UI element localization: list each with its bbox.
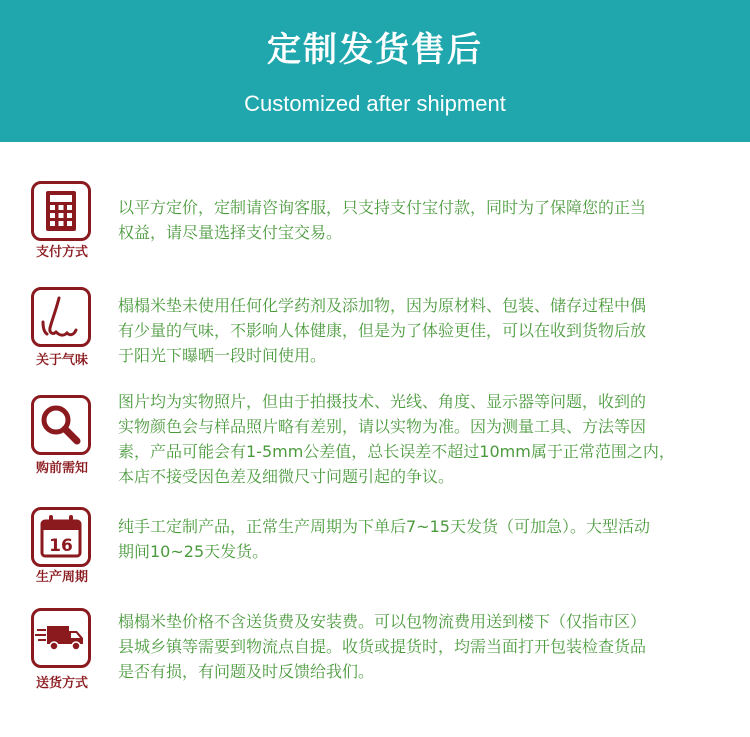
delivery-truck-icon bbox=[31, 608, 91, 668]
item-description: 纯手工定制产品，正常生产周期为下单后7~15天发货（可加急）。大型活动 期间10~25天发货。 bbox=[118, 517, 650, 561]
magnifier-icon bbox=[31, 395, 91, 455]
item-description: 以平方定价，定制请咨询客服，只支持支付宝付款，同时为了保障您的正当 权益，请尽量选择支付宝交易。 bbox=[118, 198, 647, 242]
calculator-icon bbox=[31, 181, 91, 241]
item-label: 支付方式 bbox=[35, 245, 88, 260]
item-label: 生产周期 bbox=[35, 570, 88, 585]
item-description: 图片均为实物照片，但由于拍摄技术、光线、角度、显示器等问题，收到的 实物颜色会与样品照片略有差别，请以实物为准。因为测量工具、方法等因 素，产品可能会有1-5mm公差值，总长误差不超过10mm属于正常范围之内， 本店不接受因色差及细微尺寸问题引起的争议。 bbox=[118, 392, 675, 486]
page-title: 定制发货售后 bbox=[267, 30, 483, 70]
item-label: 关于气味 bbox=[35, 353, 88, 368]
calendar-icon bbox=[31, 507, 91, 567]
item-label: 购前需知 bbox=[35, 461, 88, 476]
header-banner bbox=[0, 0, 750, 142]
page-subtitle: Customized after shipment bbox=[244, 91, 506, 116]
item-description: 榻榻米垫价格不含送货费及安装费。可以包物流费用送到楼下（仅指市区） 县城乡镇等需要到物流点自提。收货或提货时，均需当面打开包装检查货品 是否有损，有问题及时反馈给我们。 bbox=[118, 612, 647, 681]
calendar-day: 16 bbox=[49, 536, 73, 556]
item-label: 送货方式 bbox=[35, 676, 88, 691]
item-description: 榻榻米垫未使用任何化学药剂及添加物，因为原材料、包装、储存过程中偶 有少量的气味，不影响人体健康，但是为了体验更佳，可以在收到货物后放 于阳光下曝晒一段时间使用。 bbox=[118, 296, 647, 365]
nose-icon bbox=[31, 287, 91, 347]
